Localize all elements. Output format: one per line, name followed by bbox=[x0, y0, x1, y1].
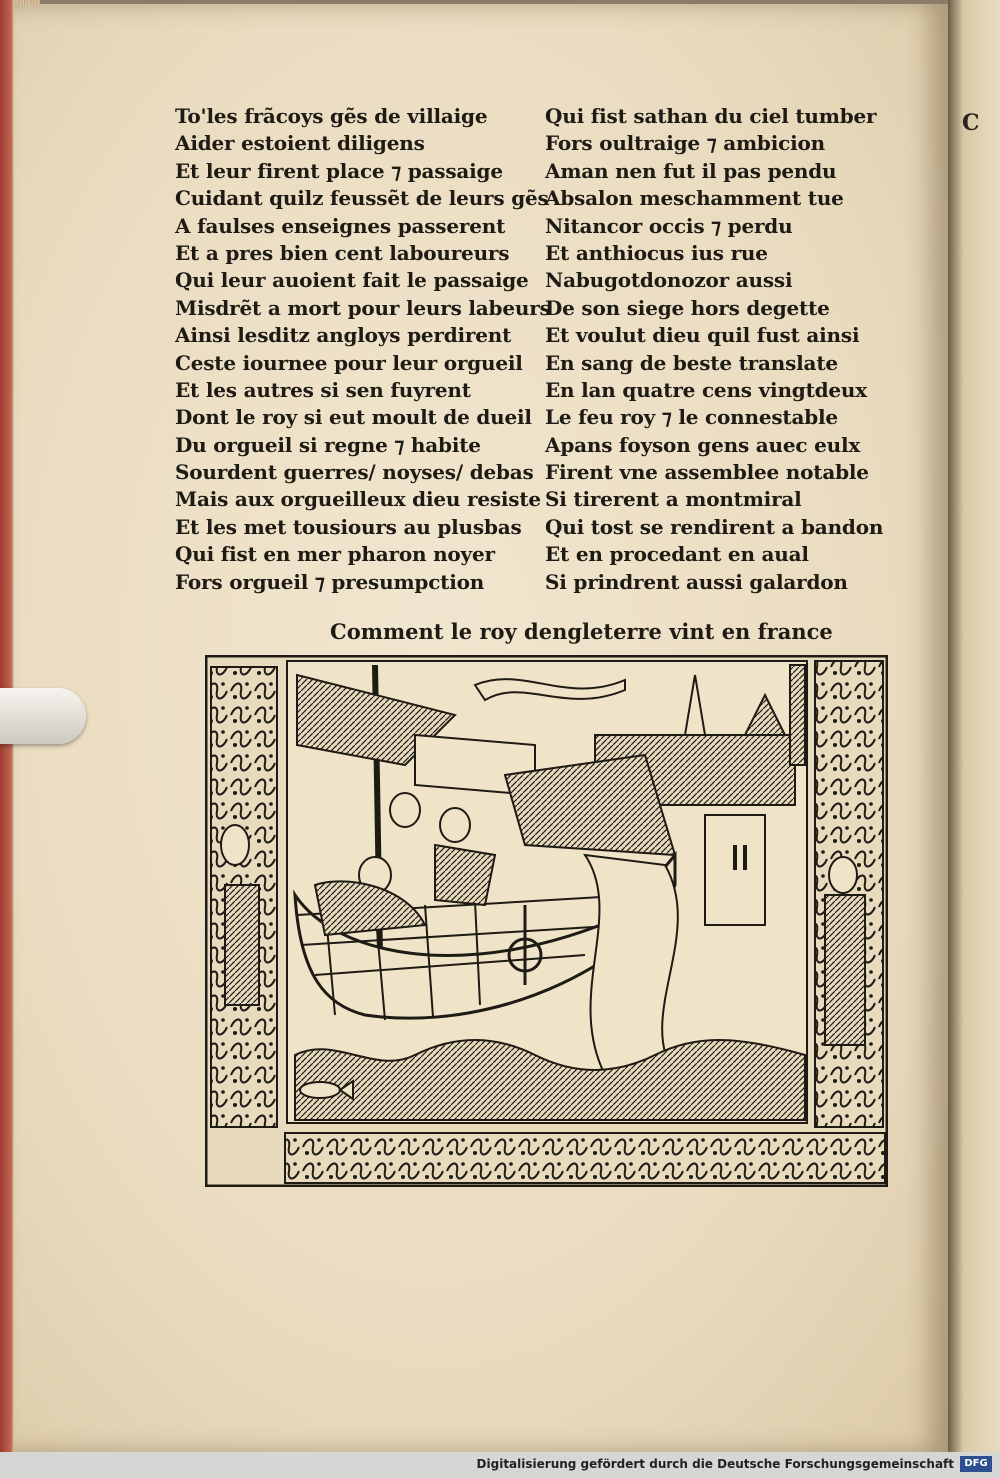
verse-line: Et a pres bien cent laboureurs bbox=[175, 240, 510, 265]
verse-line: Du orgueil si regne ⁊ habite bbox=[175, 432, 481, 457]
verse-line: Dont le roy si eut moult de dueil bbox=[175, 405, 532, 430]
verse-line: Si prindrent aussi galardon bbox=[545, 569, 848, 594]
verse-line: Ainsi lesditz angloys perdirent bbox=[175, 323, 512, 348]
verse-line: Et voulut dieu quil fust ainsi bbox=[545, 323, 860, 348]
verse-line: Fors oultraige ⁊ ambicion bbox=[545, 131, 825, 156]
dfg-logo: DFG bbox=[960, 1456, 992, 1472]
verse-line: De son siege hors degette bbox=[545, 295, 830, 320]
verse-line: Qui fist sathan du ciel tumber bbox=[545, 104, 877, 128]
verse-line: Cuidant quilz feussẽt de leurs gẽs bbox=[175, 186, 549, 211]
verse-line: Aider estoient diligens bbox=[175, 131, 425, 156]
right-text-column bbox=[545, 103, 915, 596]
verse-line: Nabugotdonozor aussi bbox=[545, 268, 793, 293]
verse-line: Sourdent guerres/ noyses/ debas bbox=[175, 460, 534, 485]
facing-page-edge bbox=[948, 0, 1000, 1452]
verse-line: Misdrẽt a mort pour leurs labeurs bbox=[175, 295, 551, 320]
verse-line: En lan quatre cens vingtdeux bbox=[545, 377, 867, 402]
verse-line: Ceste iournee pour leur orgueil bbox=[175, 350, 523, 375]
verse-line: Mais aux orgueilleux dieu resiste bbox=[175, 487, 541, 512]
verse-line: Et les met tousiours au plusbas bbox=[175, 514, 522, 539]
verse-line: Et leur firent place ⁊ passaige bbox=[175, 158, 503, 183]
verse-line: Fors orgueil ⁊ presumpction bbox=[175, 569, 485, 594]
verse-line: Si tirerent a montmiral bbox=[545, 487, 802, 512]
verse-line: Et les autres si sen fuyrent bbox=[175, 377, 471, 402]
woodcut-illustration bbox=[205, 655, 888, 1187]
verse-line: Et en procedant en aual bbox=[545, 542, 809, 567]
verse-line: Apans foyson gens auec eulx bbox=[545, 432, 861, 457]
facing-page-text: C bbox=[962, 110, 980, 136]
verse-line: En sang de beste translate bbox=[545, 350, 838, 375]
verse-line: Le feu roy ⁊ le connestable bbox=[545, 405, 838, 430]
page-clip bbox=[0, 688, 86, 744]
woodcut-caption: Comment le roy dengleterre vint en france bbox=[330, 619, 833, 644]
verse-line: Nitancor occis ⁊ perdu bbox=[545, 213, 793, 238]
footer-bar bbox=[0, 1452, 1000, 1478]
left-text-column bbox=[175, 103, 551, 596]
verse-line: A faulses enseignes passerent bbox=[175, 213, 506, 238]
verse-line: Et anthiocus ius rue bbox=[545, 240, 768, 265]
verse-line: Absalon meschamment tue bbox=[545, 186, 844, 211]
verse-line: Firent vne assemblee notable bbox=[545, 460, 869, 485]
verse-line: To'les frãcoys gẽs de villaige bbox=[175, 104, 488, 128]
verse-line: Qui tost se rendirent a bandon bbox=[545, 514, 884, 539]
verse-line: Aman nen fut il pas pendu bbox=[545, 158, 837, 183]
verse-line: Qui leur auoient fait le passaige bbox=[175, 268, 529, 293]
verse-line: Qui fist en mer pharon noyer bbox=[175, 542, 495, 567]
footer-credit: Digitalisierung gefördert durch die Deutsche Forschungsgemeinschaft bbox=[476, 1457, 954, 1471]
